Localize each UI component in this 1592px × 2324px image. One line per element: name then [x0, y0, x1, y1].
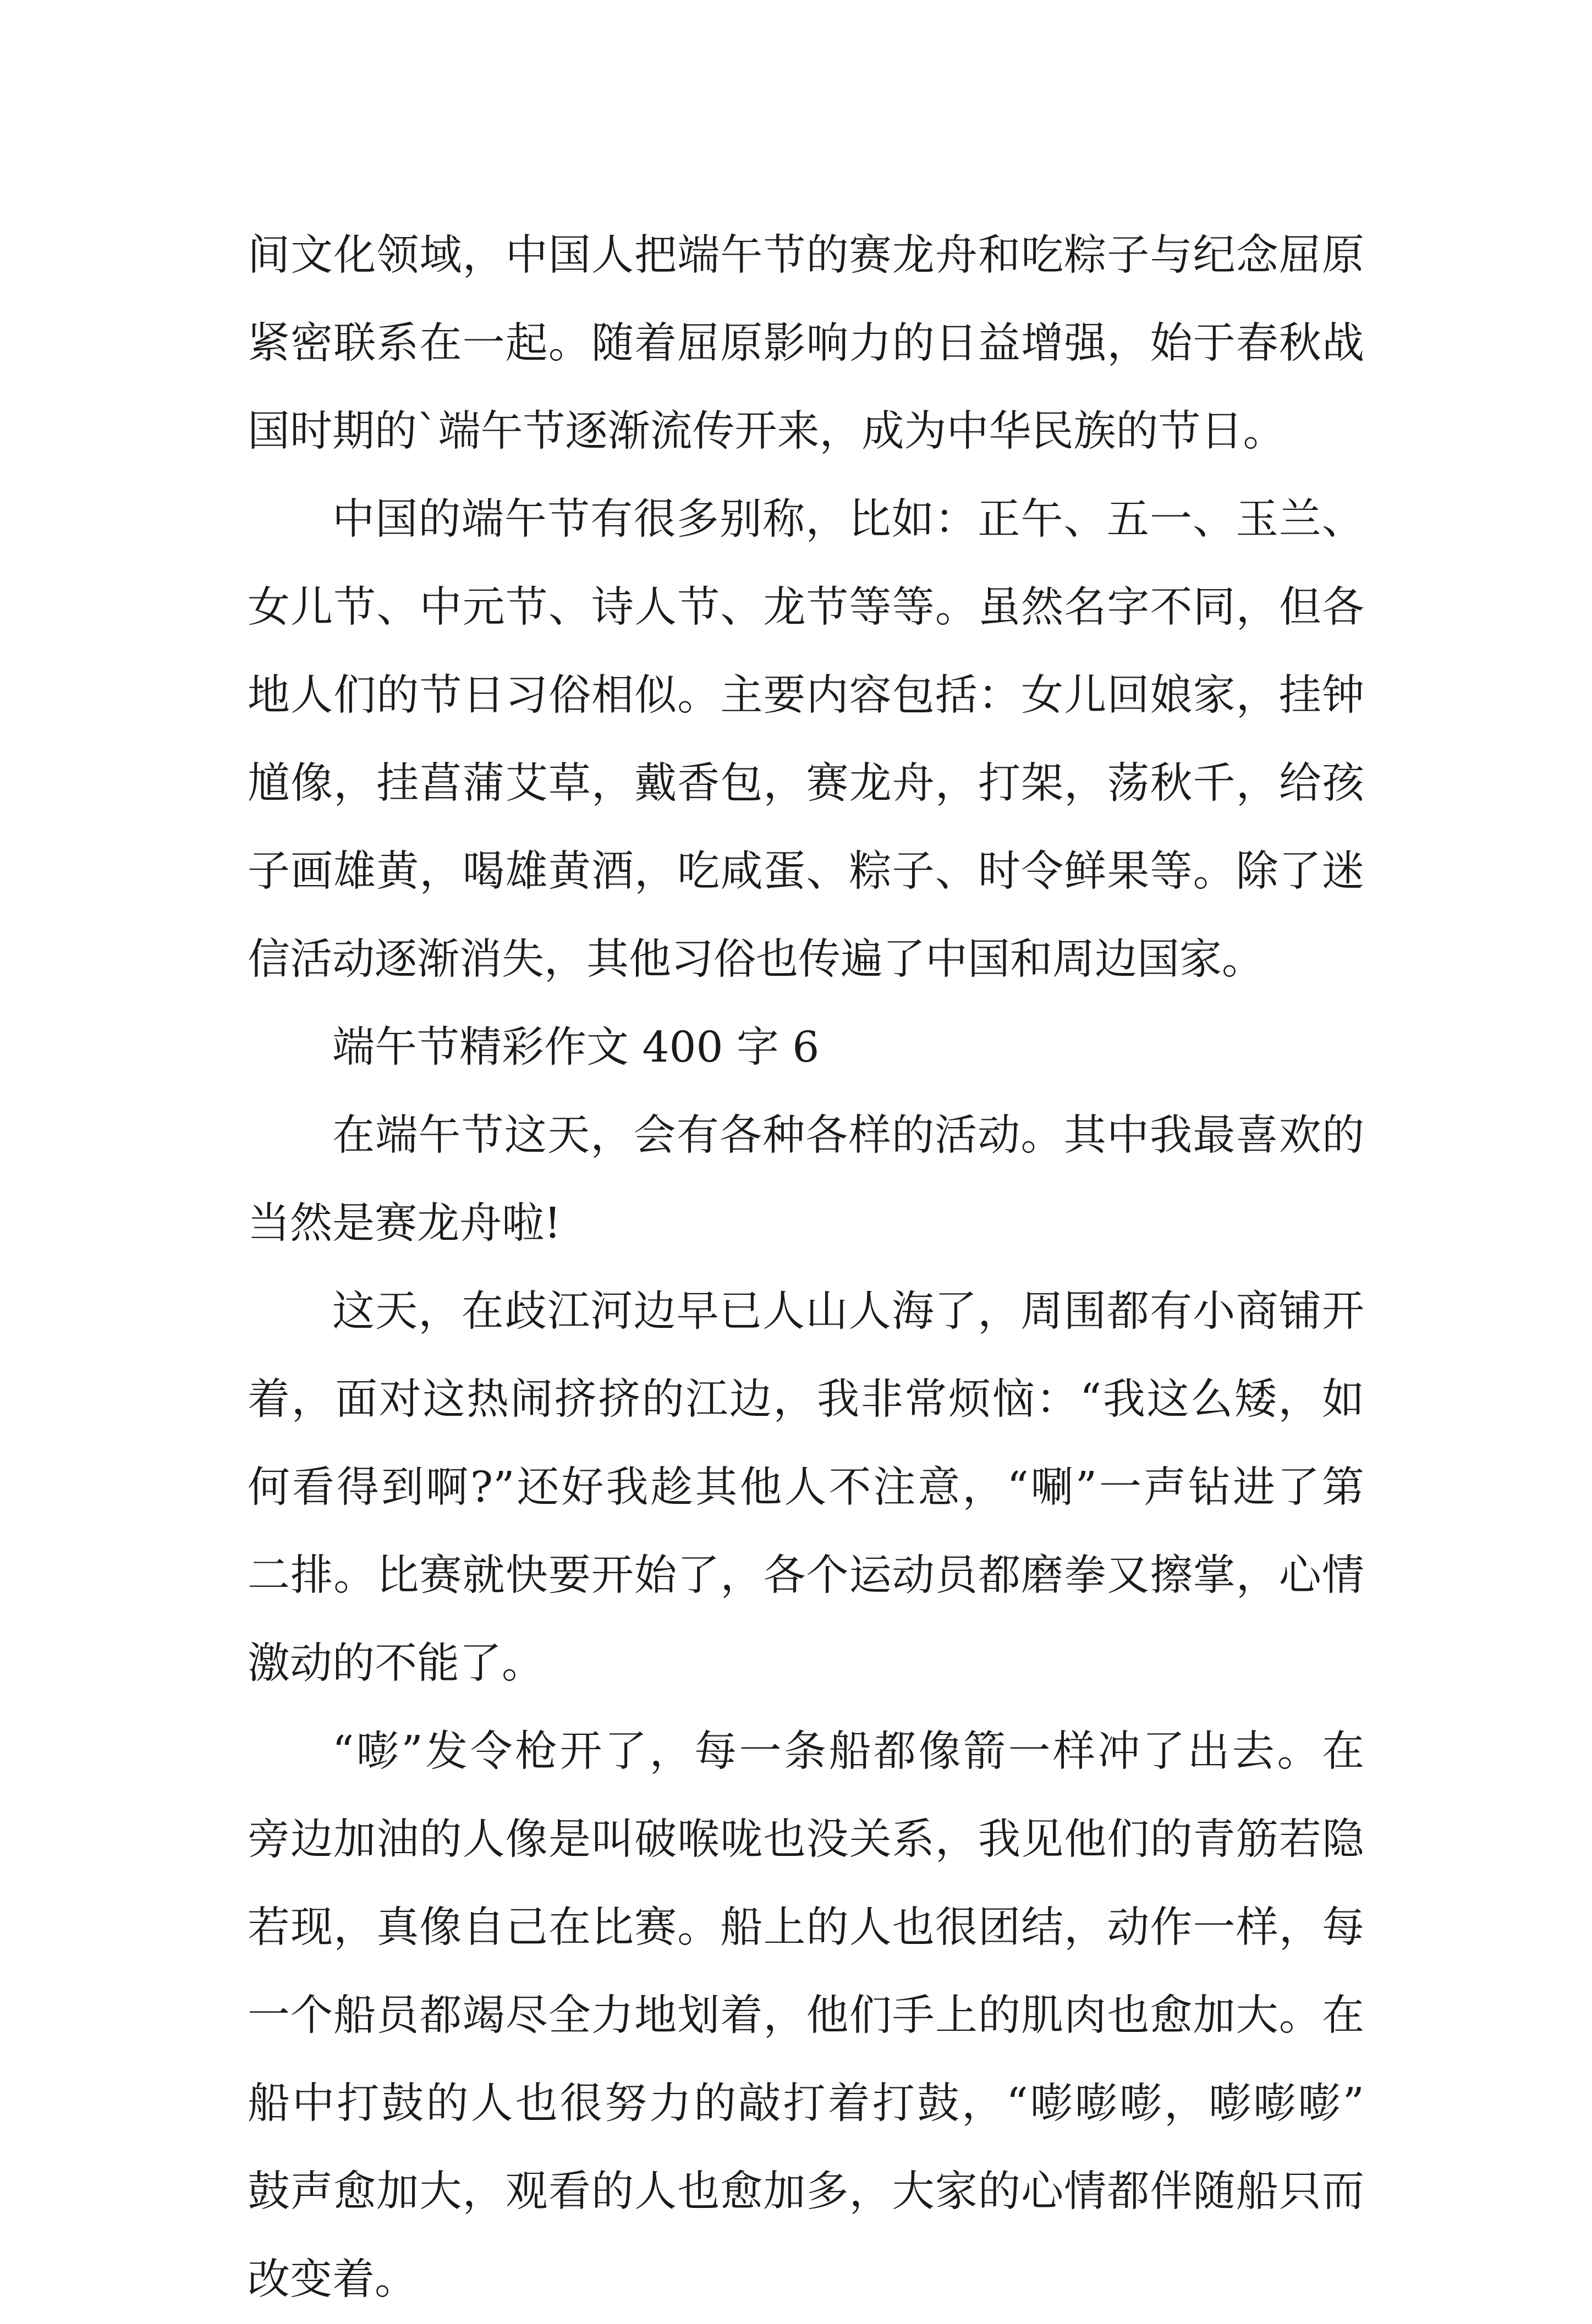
text-line: 女儿节、中元节、诗人节、龙节等等。虽然名字不同，但各 [248, 583, 1364, 632]
text-line: “嘭”发令枪开了，每一条船都像箭一样冲了出去。在 [332, 1727, 1364, 1776]
text-line: 信活动逐渐消失，其他习俗也传遍了中国和周边国家。 [248, 935, 1264, 984]
document-page [248, 212, 1364, 2324]
text-line: 二排。比赛就快要开始了，各个运动员都磨拳又擦掌，心情 [248, 1551, 1364, 1600]
paragraph-1 [248, 212, 1364, 476]
paragraph-5 [248, 1708, 1364, 2324]
text-line: 船中打鼓的人也很努力的敲打着打鼓，“嘭嘭嘭，嘭嘭嘭” [248, 2079, 1364, 2128]
text-line: 着，面对这热闹挤挤的江边，我非常烦恼：“我这么矮，如 [248, 1375, 1364, 1424]
text-line: 若现，真像自己在比赛。船上的人也很团结，动作一样，每 [248, 1903, 1364, 1952]
text-line: 鼓声愈加大，观看的人也愈加多，大家的心情都伴随船只而 [248, 2167, 1364, 2216]
text-line: 国时期的`端午节逐渐流传开来，成为中华民族的节日。 [248, 407, 1286, 456]
text-line: 地人们的节日习俗相似。主要内容包括：女儿回娘家，挂钟 [248, 671, 1364, 720]
text-line: 子画雄黄，喝雄黄酒，吃咸蛋、粽子、时令鲜果等。除了迷 [248, 847, 1364, 896]
heading-text: 端午节精彩作文 400 字 6 [332, 1023, 820, 1072]
text-line: 当然是赛龙舟啦! [248, 1199, 561, 1248]
paragraph-2 [248, 476, 1364, 1004]
paragraph-3 [248, 1092, 1364, 1268]
text-line: 馗像，挂菖蒲艾草，戴香包，赛龙舟，打架，荡秋千，给孩 [248, 759, 1364, 808]
text-line: 一个船员都竭尽全力地划着，他们手上的肌肉也愈加大。在 [248, 1991, 1364, 2040]
text-line: 这天，在歧江河边早已人山人海了，周围都有小商铺开 [332, 1287, 1364, 1336]
text-line: 何看得到啊?”还好我趁其他人不注意，“唰”一声钻进了第 [248, 1463, 1364, 1512]
text-line: 在端午节这天，会有各种各样的活动。其中我最喜欢的 [332, 1111, 1364, 1160]
section-heading [248, 1004, 1364, 1092]
text-line: 中国的端午节有很多别称，比如：正午、五一、玉兰、 [332, 495, 1364, 544]
text-line: 旁边加油的人像是叫破喉咙也没关系，我见他们的青筋若隐 [248, 1815, 1364, 1864]
text-line: 间文化领域，中国人把端午节的赛龙舟和吃粽子与纪念屈原 [248, 231, 1364, 280]
text-line: 改变着。 [248, 2255, 417, 2304]
paragraph-4 [248, 1268, 1364, 1708]
text-line: 激动的不能了。 [248, 1639, 544, 1688]
text-line: 紧密联系在一起。随着屈原影响力的日益增强，始于春秋战 [248, 319, 1364, 368]
